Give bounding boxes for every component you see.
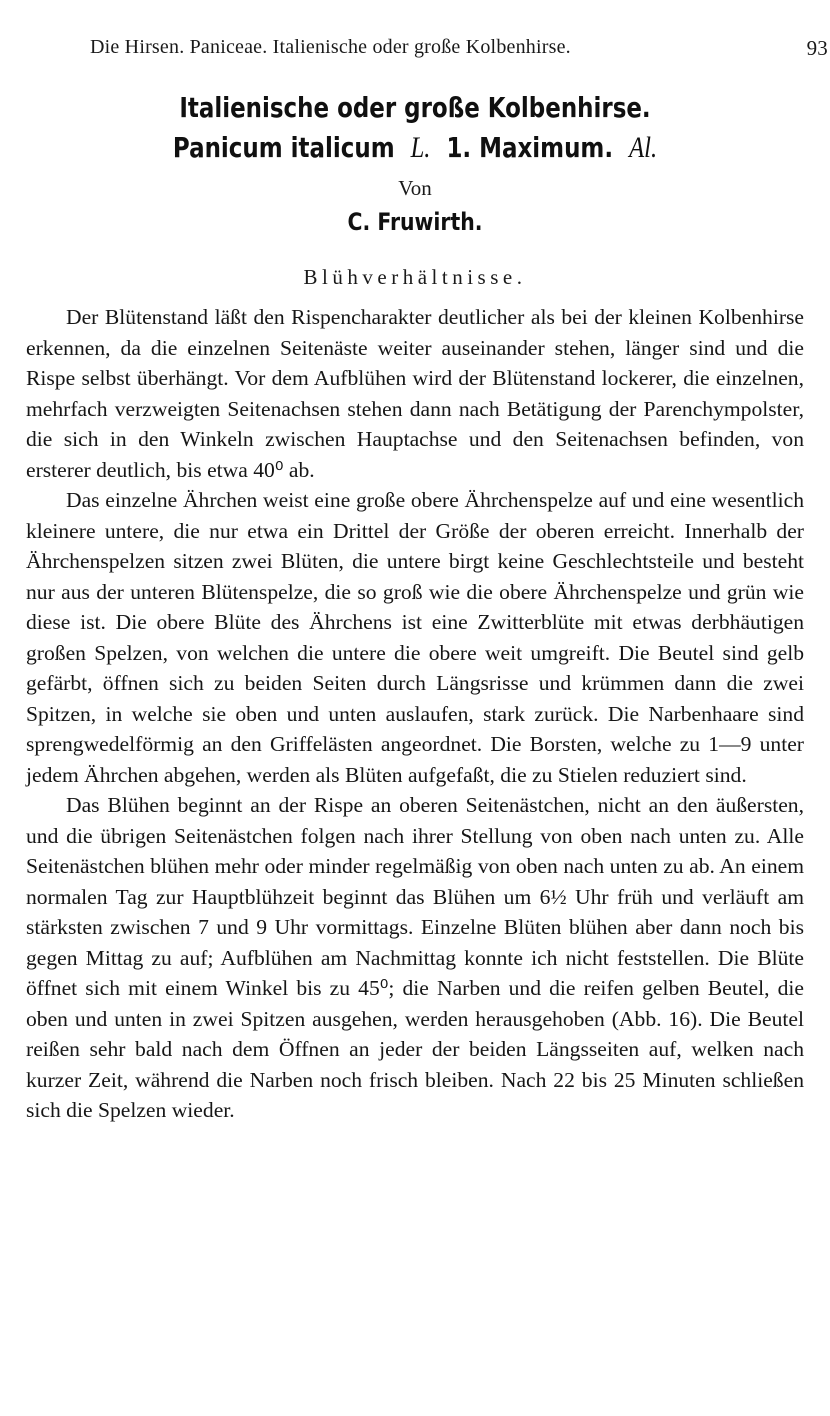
section-heading: Blühverhältnisse. — [303, 265, 527, 289]
author-name: C. Fruwirth. — [347, 208, 483, 236]
paragraph: Der Blütenstand läßt den Rispencharakter deutlicher als bei der kleinen Kolbenhirse erkennen, da die einzelnen Seitenäste weiter auseinander stehen, länger sind und die Rispe selbst überhängt. Vor dem Aufblühen wird der Blütenstand lockerer, die einzelnen, mehrfach verzweigten Seitenachsen stehen dann nach Betätigung der Parenchympolster, die sich in den Winkeln zwischen Hauptachse und den Seitenachsen befinden, von ersterer deutlich, bis etwa 40⁰ ab. — [26, 305, 804, 482]
variety-authority: Al. — [629, 131, 658, 164]
byline-von: Von — [398, 176, 432, 200]
running-head — [90, 36, 828, 66]
paragraph: Das einzelne Ährchen weist eine große obere Ährchenspelze auf und eine wesentlich kleinere untere, die nur etwa ein Drittel der Größe der oberen erreicht. Innerhalb der Ährchenspelzen sitzen zwei Blüten, die untere birgt keine Geschlechtsteile und besteht nur aus der unteren Blütenspelze, die so groß wie die obere Ährchenspelze und grün wie diese ist. Die obere Blüte des Ährchens ist eine Zwitterblüte mit etwas derbhäutigen großen Spelzen, von welchen die untere die obere weit umgreift. Die Beutel sind gelb gefärbt, öffnen sich zu beiden Seiten durch Längsrisse und krümmen dann die zwei Spitzen, in welche sie oben und unten auslaufen, stark zurück. Die Narbenhaare sind sprengwedelförmig an den Griffelästen angeordnet. Die Borsten, welche zu 1—9 unter jedem Ährchen abgehen, werden als Blüten aufgefaßt, die zu Stielen reduziert sind. — [26, 488, 804, 787]
species-name: Panicum italicum — [172, 131, 395, 164]
running-head-title: Die Hirsen. Paniceae. Italienische oder große Kolbenhirse. — [90, 36, 571, 58]
paragraph: Das Blühen beginnt an der Rispe an oberen Seitenästchen, nicht an den äußersten, und die übrigen Seitenästchen folgen nach ihrer Stellung von oben nach unten zu. Alle Seitenästchen blühen mehr oder minder regelmäßig von oben nach unten zu ab. An einem normalen Tag zur Hauptblühzeit beginnt das Blühen um 6½ Uhr früh und verläuft am stärksten zwischen 7 und 9 Uhr vormittags. Einzelne Blüten blühen aber dann noch bis gegen Mittag zu auf; Aufblühen am Nachmittag konnte ich nicht feststellen. Die Blüte öffnet sich mit einem Winkel bis zu 45⁰; die Narben und die reifen gelben Beutel, die oben und unten in zwei Spitzen ausgehen, werden herausgehoben (Abb. 16). Die Beutel reißen sehr bald nach dem Öffnen an jeder der beiden Längsseiten auf, welken nach kurzer Zeit, während die Narben noch frisch bleiben. Nach 22 bis 25 Minuten schließen sich die Spelzen wieder. — [26, 793, 804, 1122]
page-number: 93 — [806, 36, 828, 60]
article-title-line-2 — [96, 128, 734, 168]
variety-name: 1. Maximum. — [446, 131, 614, 164]
article-title-line-1: Italienische oder große Kolbenhirse. — [179, 91, 651, 124]
species-authority: L. — [410, 131, 431, 164]
title-block — [26, 88, 804, 292]
body-text — [26, 302, 804, 1126]
